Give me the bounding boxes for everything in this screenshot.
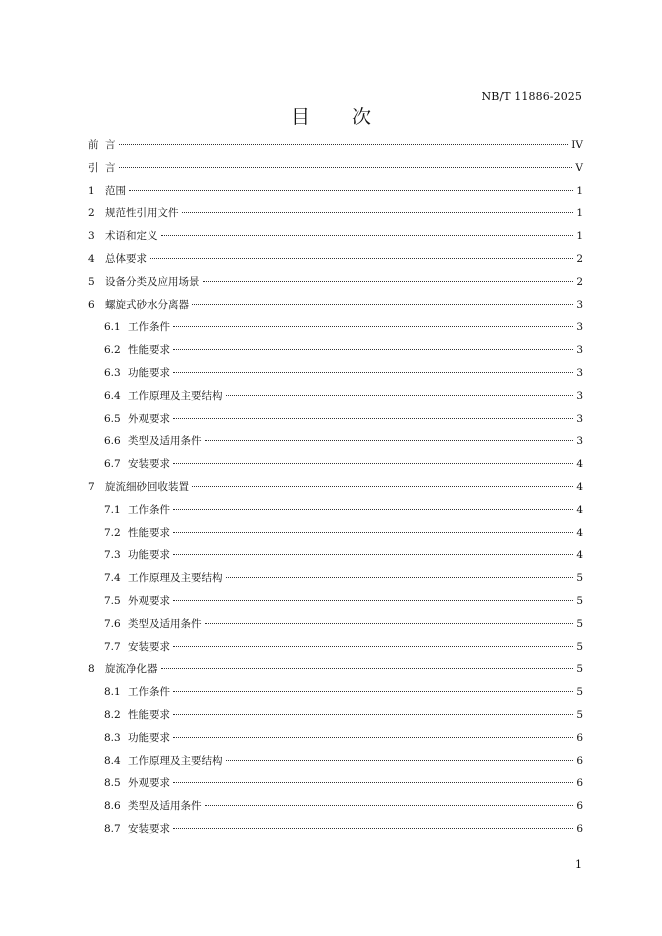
- toc-leader-dots: [173, 550, 573, 555]
- toc-leader-dots: [119, 140, 569, 145]
- toc-leader-dots: [161, 664, 574, 669]
- toc-entry-number: 6.5: [104, 412, 121, 425]
- toc-entry-number: 7: [88, 480, 95, 493]
- toc-entry-number: 7.7: [104, 640, 121, 653]
- toc-entry-page: 4: [576, 480, 583, 493]
- toc-entry[interactable]: [88, 750, 583, 773]
- toc-leader-dots: [205, 801, 574, 806]
- toc-entry[interactable]: [88, 704, 583, 727]
- toc-entry-page: 5: [576, 708, 583, 721]
- toc-entry-title: 类型及适用条件: [128, 435, 202, 448]
- toc-entry-page: 3: [576, 435, 583, 448]
- toc-leader-dots: [173, 596, 573, 601]
- toc-leader-dots: [173, 322, 573, 327]
- toc-entry-number: 8: [88, 663, 95, 676]
- toc-entry-number: 6.7: [104, 458, 121, 471]
- toc-entry[interactable]: [88, 818, 583, 841]
- toc-entry-page: 3: [576, 344, 583, 357]
- toc-entry-number: 6.6: [104, 435, 121, 448]
- toc-entry[interactable]: [88, 248, 583, 271]
- toc-entry[interactable]: [88, 590, 583, 613]
- toc-entry-page: 3: [576, 366, 583, 379]
- toc-entry-page: 3: [576, 389, 583, 402]
- toc-leader-dots: [173, 414, 573, 419]
- standard-code: NB/T 11886-2025: [481, 90, 582, 103]
- toc-entry-number: 7.2: [104, 526, 121, 539]
- toc-entry-number: 4: [88, 252, 95, 265]
- table-of-contents: [88, 134, 583, 841]
- toc-entry-title: 功能要求: [128, 549, 170, 562]
- toc-entry[interactable]: [88, 202, 583, 225]
- toc-entry-page: 3: [576, 321, 583, 334]
- toc-entry-page: 5: [576, 640, 583, 653]
- toc-leader-dots: [173, 710, 573, 715]
- toc-entry-title: 功能要求: [128, 731, 170, 744]
- toc-entry-title: 旋流净化器: [105, 663, 158, 676]
- toc-entry-title: 性能要求: [128, 708, 170, 721]
- toc-entry-number: 6.1: [104, 321, 121, 334]
- toc-entry-number: 2: [88, 207, 95, 220]
- toc-entry-title: 外观要求: [128, 777, 170, 790]
- toc-entry-title: 安装要求: [128, 822, 170, 835]
- toc-entry-number: 3: [88, 230, 95, 243]
- toc-entry-title: 工作条件: [128, 321, 170, 334]
- toc-entry-number: 5: [88, 275, 95, 288]
- toc-entry-title: 术语和定义: [105, 230, 158, 243]
- toc-entry-page: IV: [571, 139, 583, 151]
- toc-entry-title: 范围: [105, 184, 126, 197]
- toc-entry-title: 外观要求: [128, 594, 170, 607]
- toc-entry[interactable]: [88, 613, 583, 636]
- toc-entry-page: 6: [576, 777, 583, 790]
- page-number: 1: [575, 858, 582, 871]
- toc-entry-page: 5: [576, 686, 583, 699]
- toc-leader-dots: [205, 436, 574, 441]
- toc-leader-dots: [173, 368, 573, 373]
- toc-entry-number: 6.3: [104, 366, 121, 379]
- toc-entry-title: 规范性引用文件: [105, 207, 179, 220]
- toc-entry-page: 6: [576, 800, 583, 813]
- toc-entry-number: 7.1: [104, 503, 121, 516]
- toc-entry-title: 性能要求: [128, 526, 170, 539]
- toc-leader-dots: [226, 573, 574, 578]
- toc-leader-dots: [129, 186, 573, 191]
- toc-entry-page: 1: [576, 207, 583, 220]
- toc-entry-number: 7.4: [104, 572, 121, 585]
- toc-entry-page: 2: [576, 275, 583, 288]
- toc-leader-dots: [182, 208, 574, 213]
- toc-entry-number: 8.7: [104, 822, 121, 835]
- toc-entry[interactable]: [88, 180, 583, 203]
- toc-entry-title: 类型及适用条件: [128, 617, 202, 630]
- toc-leader-dots: [192, 482, 573, 487]
- toc-entry-title: 工作条件: [128, 503, 170, 516]
- toc-entry-number: 7.3: [104, 549, 121, 562]
- toc-entry-page: 4: [576, 458, 583, 471]
- toc-entry-number: 8.5: [104, 777, 121, 790]
- toc-leader-dots: [173, 505, 573, 510]
- toc-entry-title: 功能要求: [128, 366, 170, 379]
- toc-entry-title: 类型及适用条件: [128, 800, 202, 813]
- toc-entry-title: 工作原理及主要结构: [128, 572, 223, 585]
- toc-entry-title: 设备分类及应用场景: [105, 275, 200, 288]
- toc-entry[interactable]: [88, 362, 583, 385]
- toc-leader-dots: [173, 528, 573, 533]
- toc-entry-number: 7.6: [104, 617, 121, 630]
- toc-entry[interactable]: [88, 408, 583, 431]
- toc-entry[interactable]: [88, 772, 583, 795]
- toc-entry-number: 1: [88, 184, 95, 197]
- toc-entry-number: 引: [88, 161, 99, 174]
- toc-entry-title: 性能要求: [128, 344, 170, 357]
- toc-entry-page: 3: [576, 412, 583, 425]
- toc-entry-page: 3: [576, 298, 583, 311]
- toc-entry[interactable]: [88, 225, 583, 248]
- toc-leader-dots: [203, 277, 574, 282]
- toc-entry[interactable]: [88, 658, 583, 681]
- toc-entry-title: 工作原理及主要结构: [128, 389, 223, 402]
- toc-leader-dots: [173, 642, 573, 647]
- toc-entry-title: 安装要求: [128, 640, 170, 653]
- toc-entry-number: 前: [88, 139, 99, 151]
- toc-leader-dots: [226, 756, 574, 761]
- toc-entry[interactable]: [88, 385, 583, 408]
- toc-entry-page: 1: [576, 184, 583, 197]
- toc-entry-title: 螺旋式砂水分离器: [105, 298, 189, 311]
- toc-leader-dots: [226, 391, 574, 396]
- toc-entry-number: 8.3: [104, 731, 121, 744]
- toc-entry-page: 6: [576, 754, 583, 767]
- toc-entry[interactable]: [88, 453, 583, 476]
- toc-entry-page: 4: [576, 549, 583, 562]
- toc-entry[interactable]: [88, 271, 583, 294]
- toc-entry[interactable]: [88, 522, 583, 545]
- toc-entry-number: 7.5: [104, 594, 121, 607]
- toc-entry[interactable]: [88, 499, 583, 522]
- toc-entry-number: 8.1: [104, 686, 121, 699]
- toc-entry[interactable]: [88, 636, 583, 659]
- toc-entry[interactable]: [88, 727, 583, 750]
- toc-entry-title: 总体要求: [105, 252, 147, 265]
- toc-entry-page: 5: [576, 617, 583, 630]
- toc-entry-page: V: [575, 161, 583, 174]
- toc-entry-number: 8.2: [104, 708, 121, 721]
- toc-entry-title: 言: [105, 161, 116, 174]
- toc-leader-dots: [192, 300, 573, 305]
- toc-entry-number: 6.2: [104, 344, 121, 357]
- toc-entry[interactable]: [88, 157, 583, 180]
- toc-entry-page: 5: [576, 663, 583, 676]
- toc-leader-dots: [173, 687, 573, 692]
- toc-entry-number: 8.4: [104, 754, 121, 767]
- toc-leader-dots: [119, 163, 573, 168]
- toc-entry-page: 4: [576, 503, 583, 516]
- toc-leader-dots: [173, 733, 573, 738]
- toc-entry-page: 1: [576, 230, 583, 243]
- toc-entry[interactable]: [88, 294, 583, 317]
- toc-leader-dots: [161, 231, 574, 236]
- toc-entry-page: 6: [576, 822, 583, 835]
- toc-entry-number: 8.6: [104, 800, 121, 813]
- toc-leader-dots: [205, 619, 574, 624]
- toc-entry-title: 外观要求: [128, 412, 170, 425]
- toc-leader-dots: [173, 778, 573, 783]
- toc-entry[interactable]: [88, 316, 583, 339]
- toc-entry-page: 6: [576, 731, 583, 744]
- toc-entry-title: 工作条件: [128, 686, 170, 699]
- toc-entry-title: 旋流细砂回收装置: [105, 480, 189, 493]
- toc-entry-page: 4: [576, 526, 583, 539]
- toc-entry-title: 安装要求: [128, 458, 170, 471]
- toc-leader-dots: [173, 824, 573, 829]
- toc-entry-number: 6.4: [104, 389, 121, 402]
- toc-entry-number: 6: [88, 298, 95, 311]
- toc-entry[interactable]: [88, 795, 583, 818]
- toc-title: 目 次: [290, 106, 390, 128]
- toc-entry[interactable]: [88, 476, 583, 499]
- toc-entry-title: 言: [105, 139, 116, 151]
- toc-entry-page: 2: [576, 252, 583, 265]
- toc-leader-dots: [173, 459, 573, 464]
- toc-leader-dots: [150, 254, 573, 259]
- toc-entry[interactable]: [88, 544, 583, 567]
- toc-entry[interactable]: [88, 681, 583, 704]
- toc-entry[interactable]: [88, 430, 583, 453]
- toc-entry-page: 5: [576, 594, 583, 607]
- toc-leader-dots: [173, 345, 573, 350]
- toc-entry[interactable]: [88, 567, 583, 590]
- toc-entry-page: 5: [576, 572, 583, 585]
- toc-entry-title: 工作原理及主要结构: [128, 754, 223, 767]
- toc-entry[interactable]: [88, 134, 583, 157]
- toc-entry[interactable]: [88, 339, 583, 362]
